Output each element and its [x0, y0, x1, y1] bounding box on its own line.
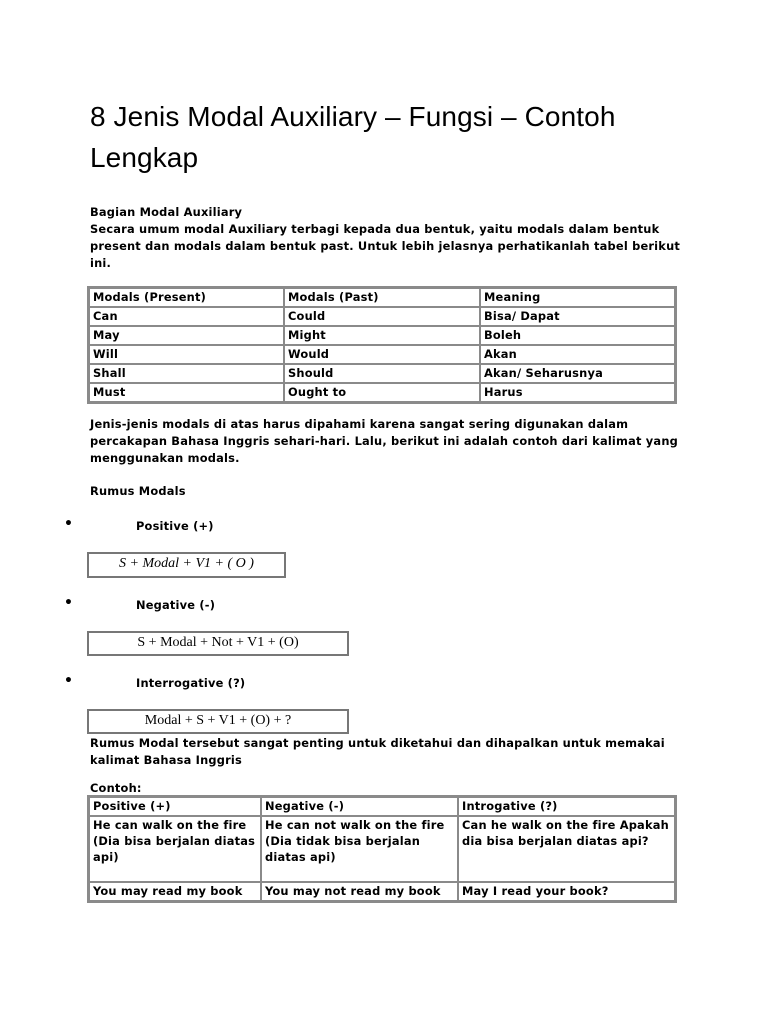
bullet-icon: •: [64, 516, 73, 532]
intro-block: [90, 204, 686, 272]
table-cell: Harus: [480, 383, 675, 402]
table-header-cell: Introgative (?): [458, 797, 675, 816]
table-cell: May I read your book?: [458, 882, 675, 901]
formula-label: Positive (+): [136, 519, 214, 533]
table-row: [89, 816, 675, 882]
bullet-icon: •: [64, 595, 73, 611]
table-cell: Could: [284, 307, 480, 326]
formula-box-negative: S + Modal + Not + V1 + (O): [87, 631, 349, 656]
formula-box-positive: S + Modal + V1 + ( O ): [87, 552, 286, 578]
table-cell: May: [89, 326, 284, 345]
table-header-cell: Modals (Present): [89, 288, 284, 307]
table-cell: You may read my book: [89, 882, 261, 901]
table-row: [89, 326, 675, 345]
table-cell: You may not read my book: [261, 882, 458, 901]
table-cell: He can not walk on the fire (Dia tidak bisa berjalan diatas api): [261, 816, 458, 882]
table-row: [89, 345, 675, 364]
examples-table: [87, 795, 677, 903]
table-row: [89, 364, 675, 383]
table-header-row: [89, 797, 675, 816]
formula-label: Negative (-): [136, 598, 216, 612]
after-table-paragraph: Jenis-jenis modals di atas harus dipahami karena sangat sering digunakan dalam percakapan Bahasa Inggris sehari-hari. Lalu, berikut ini adalah contoh dari kalimat yang menggunakan modals.: [90, 417, 678, 465]
contoh-heading: Contoh:: [90, 781, 142, 795]
section-heading: Bagian Modal Auxiliary: [90, 205, 243, 219]
table-header-cell: Negative (-): [261, 797, 458, 816]
table-cell: Akan/ Seharusnya: [480, 364, 675, 383]
table-cell: He can walk on the fire (Dia bisa berjalan diatas api): [89, 816, 261, 882]
table-cell: Shall: [89, 364, 284, 383]
table-cell: Will: [89, 345, 284, 364]
intro-paragraph: Secara umum modal Auxiliary terbagi kepada dua bentuk, yaitu modals dalam bentuk present dan modals dalam bentuk past. Untuk lebih jelasnya perhatikanlah tabel berikut ini.: [90, 222, 681, 270]
rumus-heading: Rumus Modals: [90, 484, 186, 498]
table-header-cell: Meaning: [480, 288, 675, 307]
table-cell: Might: [284, 326, 480, 345]
table-cell: Bisa/ Dapat: [480, 307, 675, 326]
table-cell: Would: [284, 345, 480, 364]
table-header-cell: Modals (Past): [284, 288, 480, 307]
table-cell: Ought to: [284, 383, 480, 402]
table-cell: Should: [284, 364, 480, 383]
table-row: [89, 383, 675, 402]
table-row: [89, 307, 675, 326]
table-cell: Can he walk on the fire Apakah dia bisa berjalan diatas api?: [458, 816, 675, 882]
after-formulas-paragraph: Rumus Modal tersebut sangat penting untuk diketahui dan dihapalkan untuk memakai kalimat Bahasa Inggris: [90, 736, 665, 767]
table-row: [89, 882, 675, 901]
modals-table: [87, 286, 677, 404]
table-cell: Akan: [480, 345, 675, 364]
table-cell: Must: [89, 383, 284, 402]
formula-box-interrogative: Modal + S + V1 + (O) + ?: [87, 709, 349, 734]
table-header-cell: Positive (+): [89, 797, 261, 816]
table-header-row: [89, 288, 675, 307]
bullet-icon: •: [64, 673, 73, 689]
table-cell: Can: [89, 307, 284, 326]
table-cell: Boleh: [480, 326, 675, 345]
formula-label: Interrogative (?): [136, 676, 246, 690]
page-title: 8 Jenis Modal Auxiliary – Fungsi – Contoh Lengkap: [90, 101, 616, 173]
